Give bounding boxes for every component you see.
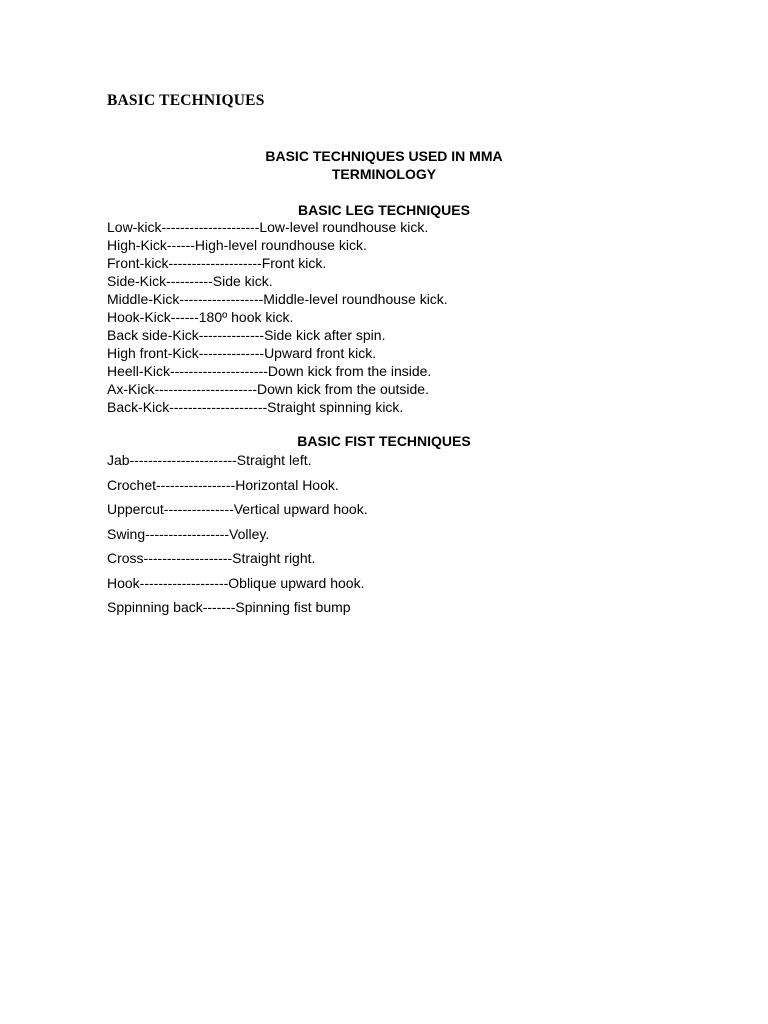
document-title-line-1: BASIC TECHNIQUES USED IN MMA [265,148,503,164]
leg-technique-item: Back-Kick---------------------Straight spinning kick. [107,399,404,415]
fist-techniques-list [107,451,368,623]
document-heading: BASIC TECHNIQUES [107,92,265,109]
leg-technique-item: Back side-Kick--------------Side kick after spin. [107,327,386,343]
fist-technique-item: Jab-----------------------Straight left. [107,452,312,468]
fist-technique-item: Sppinning back-------Spinning fist bump [107,599,351,615]
fist-technique-item: Cross-------------------Straight right. [107,550,316,566]
leg-techniques-list [107,218,448,416]
leg-technique-item: Low-kick---------------------Low-level roundhouse kick. [107,219,429,235]
leg-techniques-heading: BASIC LEG TECHNIQUES [298,202,470,218]
leg-technique-item: Side-Kick----------Side kick. [107,273,273,289]
fist-technique-item: Swing------------------Volley. [107,525,270,542]
fist-technique-item: Crochet-----------------Horizontal Hook. [107,476,339,493]
fist-technique-item: Uppercut---------------Vertical upward hook. [107,501,368,517]
leg-technique-item: Hook-Kick------180º hook kick. [107,309,294,325]
leg-technique-item: High-Kick------High-level roundhouse kick. [107,237,367,253]
fist-techniques-heading: BASIC FIST TECHNIQUES [297,433,471,449]
leg-technique-item: High front-Kick--------------Upward front kick. [107,345,377,361]
fist-technique-item: Hook-------------------Oblique upward hook. [107,574,365,591]
leg-technique-item: Ax-Kick----------------------Down kick from the outside. [107,381,429,397]
leg-technique-item: Middle-Kick------------------Middle-level roundhouse kick. [107,291,448,307]
leg-technique-item: Heell-Kick---------------------Down kick from the inside. [107,363,432,379]
leg-technique-item: Front-kick--------------------Front kick. [107,255,327,271]
document-title-line-2: TERMINOLOGY [331,166,437,182]
